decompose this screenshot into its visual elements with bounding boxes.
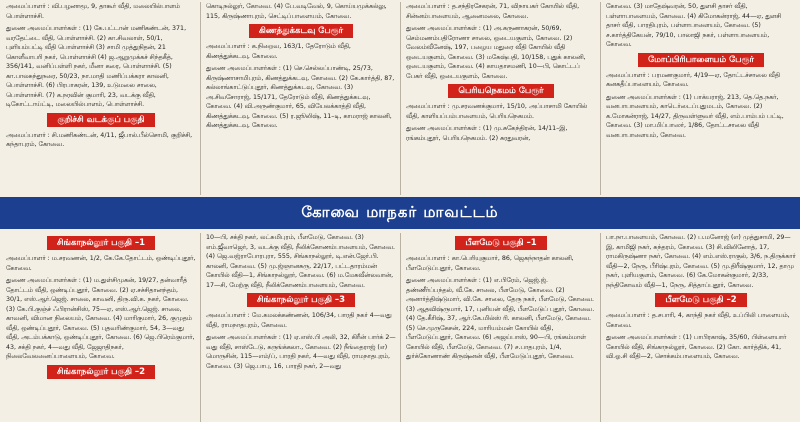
organizer-entry: அமைப்பாளர் : சி.மணிகண்டன், 4/11, ஜீபால்.பீல்சொமி, குறிச்சி, கந்தாபுரம், கோவை. [6,131,193,148]
section-header: பீளமேடு பகுதி –2 [655,293,746,307]
column-divider [600,2,601,195]
deputy-list: 10—பி, சக்தி நகர், லட்சுமிபுரம், பீளமேடு, கோவை. (3) எம்.ஜீவாஜெர், 3, வடக்கு வீதி, நீலிக்கோணம்பாளையம், கோவை. (4) ஜெ.வஜ்ராபோரபுரா, 555, சிங்காநல்லூர், டி.என்.ஜேர்.பி. காலனி, கோவை. (5) மு.ஜ்ஞானசுரு, 22/17, பட்டதாரம்மன் கோயில் வீதி—1, சிங்காநல்லூர், கோவை. (6) ம.மேகவீன்லவான், 17—சி, மேற்கு வீதி, நீலிக்கோணம்பாளையம், கோவை. [206,234,396,289]
organizer-entry: அமைப்பாளர் : த.சபாரி, 4, காந்தி நகர் வீதி, உப்பிலி பாளையம், கோவை. [606,312,790,329]
organizer-entry: அமைப்பாளர் : மே.கமலக்கண்ணன், 106/34, பாரதி நகர் 4—வது வீதி, ராமநாதபுரம், கோவை. [206,312,392,329]
deputy-list: துணை அமைப்பாளர்கள் : (1) எ.பிரேம், ஜெஜ்.ஜ். தண்ணீர்ப்பந்தல், வீ.கே. சாலை, பீளமேடு, கோவை. (2) அனார்த்திஷ்டுமார், வி.கே. சாலை, தேரு நகர், பீளமேடு, கோவை. (3) ஆதவிஷ்ருமார், 17, புனியன் வீதி, பீளமேடுப் புதூர், கோவை. (4) தே.கீரிஷ், 37, ஆர்.கே.மில்ஸ் ரி. காலனி, பீளமேடு, கோவை. (5) செ.முருகேசன், 224, மாரியம்மன் கோயில் வீதி, பீளமேடுப்புதூர், கோவை. (6) அஜய்பாஸ், 90—பி, ரங்கம்மாள் கோயில் வீதி, பீளமேடு, கோவை. (7) ச.பாதபுரம், 1/4, துர்க்கோணாண் கிருஷ்னன் வீதி, பீளமேடுப்புதூர், கோவை. [406,277,595,360]
deputy-list: துணை அமைப்பாளர்கள் : (1) கே.பட்டான் மணிகண்டன், 371, வரதேட்டை வீதி, பொள்ளாச்சி. (2) கா.சிவலாள், 50/1, புளியம்பட்டி வீதி பொள்ளாச்சி (3) சாமி முத்துநிதன், 21 கொளீவாபரி நகர், பொள்ளாச்சி (4) ஜ.ஆறுமுக்கச் சிந்தகீத், 356/141, வனிப்பள்ளி நகர், மீனா கரை, பொள்ளாச்சி. (5) கா.பாலசுந்துநரை, 50/23, நா.மாதி மணிப்பக்கரா காலனி, பொள்ளாச்சி. (6) பிரபாகரன், 139, உடுமலை சாலை, பொள்ளாச்சி. (7) க.நரவின் குமாரி, 23, வடக்கு வீதி, டிகோட்டாய்ட்டி, மலையில்பாளம், பொள்ளாச்சி. [6,25,187,108]
organizer-entry: அமைப்பாளர் : க.நிறைவ, 163/1, தேரோடும் வீதி, கிணத்துக்கடவு, கோவை. [206,43,351,60]
organizer-entry: அமைப்பாளர் : வி.பழனாமூ, 9, தாகூர் வீதி, மலையில்பாளம் பொள்ளாச்சி. [6,3,180,20]
section-header: குறிச்சி வடக்குப் பகுதி [47,113,154,127]
column-divider [200,233,201,422]
section-header: கிணத்துக்கடவு பேரூர் [249,24,353,38]
deputy-list: கொடிநல்லுர், கோவை. (4) பே.வடிவேல், 9, கொய்யமுக்கல்லு, 115, கிருஷ்ணாபுரம், செட்டிப்பாளையம், கோவை. [206,3,387,20]
deputy-list: துணை அமைப்பாளர்கள் : (1) செ.செல்லப்பாண்டி, 25/73, கிருஷ்ணாசாமிபுரம், கிணத்துக்கடவு, கோவை. (2) கே.கார்த்தி, 87, கல்லாங்காட்டுப்புதூர், கிணத்துக்கடவு, கோவை. (3) அ.சிவசோராஜ், 15/171, தேரோடும் வீதி, கிணத்துக்கடவு, கோவை. (4) வி.அருண்குமார், 65, வியேலக்காத்தி வீதி, கிணத்துக்கடவு, கோவை. (5) ர.ஜூலிஷ், 11–டி, காமராஜ் காலனி, கிணத்துக்கடவு, கோவை. [206,65,395,129]
column-divider [200,2,201,195]
section-header: மோப்பிரிபாளையம் பேரூர் [638,53,764,67]
deputy-list: துணை அமைப்பாளர்கள் : (1) மு.சுகேந்திரன், 14/11–இ, ரங்கம்புதூர், பெரியநெகமம். (2) சுரதுவரன், [406,125,568,142]
section-header: பெரியநெகமம் பேரூர் [448,84,553,98]
deputy-list: பா.நா.பாளையம், கோவை. (2) ப.மனோஜ் (எ) முத்துசாமி, 29—இ, காமிஜி நகர், சுந்தரம், கோவை. (3) சி.விலினோத், 17, ராமகிருஷ்ணா நகர், கோவை. (4) எம்.எஸ்.ராகுல், 3/6, ந.திருக்கார் வீதி—2, நேரு, பீரிஷ்புரம், கோவை. (5) மு.திரீஷ்குமார், 12, தாமு நகர், புளியகுளம், கோவை. (6) கே.மோகன்குமார், 2/33, நந்திகோவம் வீதி—1, நேரு, சித்தாப்புதூர், கோவை. [606,234,796,289]
deputy-list: துணை அமைப்பாளர்கள் : (1) அ.கருணாகரன், 50/69, செம்மணம்பதிரோணா சாலை, ஒடையகுளம், கோவை. (2) வேலம்வீனேஷ், 197, பழைய மதுரை வீதி கோயில் வீதி ஒடையகுளம், கோவை. (3) மகேஷ்பதி, 10/158, புதுக் காலனி, ஒடையகுளம், கோவை. (4) காயதாசமணி, 10—பி, கொட்டப் பேகர் வீதி, ஒடையகுளம், கோவை. [406,25,586,80]
section-header: சிங்காநல்லூர் பகுதி –2 [47,365,155,379]
bottom-column-3 [406,233,596,422]
bottom-column-1 [6,233,196,422]
section-header: சிங்காநல்லூர் பகுதி –3 [247,293,355,307]
top-column-1 [6,2,196,195]
deputy-list: துணை அமைப்பாளர்கள் : (1) ஏ.எஸ்.பி அலி, 32, கிரீன் பார்க் 2—வது வீதி, சாஸ்டேடு, கருங்க்கலா., கோவை. (2) நீங்தைராஜ் (எ) மொருசின், 115—எம்/ப், பாரதி நகர், 4—வது வீதி, ராமநாதபுரம், கோவை. (3) ஜெ.பாபு, 16, பாரதி நகர், 2—வது [206,334,396,370]
deputy-list: துணை அமைப்பாளர்கள் : (1) பாக்யராஜ், 213, தெ.தெ.நகர், வனபாபாளையம், காடெர்டைப்புதுமடம், கோவை. (2) க.மோகன்ராஜ், 14/27, திருவள்ளுவர் வீதி, எம்.பாம்பம் பட்டி, கோவை. (3) மா.மிப்பாஸர், 1/86, தோட்டசாலை வீதி வனபாபாளையம், கோவை. [606,93,784,139]
deputy-list: கோவை. (3) மாதேஷ்வரன், 50, துளசி தாசர் வீதி, பள்ளாபாளையம், கோவை. (4) கிமோகன்ராஜ், 44—ஏ, துளசி தாசர் வீதி, பாரதிபுரம், பள்ளாபாளையம், கோவை. (5) ச.கார்த்திகேயன், 79/10, பாலாஜி நகர், பள்ளாபாளையம், கோவை. [606,3,782,48]
column-divider [400,233,401,422]
district-title: கோவை மாநகர் மாவட்டம் [301,203,499,221]
deputy-list: துணை அமைப்பாளர்கள் : (1) பாபிரகாஷ், 35/60, பிள்ளையார் கோயில் வீதி, சிங்காநல்லூர், கோவை. (2) கோ. கார்த்திக், 41, வி.ஓ.சி வீதி—2, சொக்கம்பாளையம், கோவை. [606,334,787,360]
column-divider [600,233,601,422]
bottom-column-2 [206,233,396,422]
deputy-list: துணை அமைப்பாளர்கள் : (1) ம.துள்சிமுகன், 19/27, தன்வாரீத் தோட்டம் வீதி, ஒண்டிப்புதூர், கோவை. (2) ஏ.சச்சிதானந்தம், 30/1, எஸ்.ஆர்.ஜெஜ். சாலை, காவனி, திரு.வி.க. நகர், கோவை. (3) கே.பி.குஞ்ச் ஃபிரான்சிஸ், 75—ஏ, எஸ்.ஆர்.ஜெஜ். சாலை, காவனி, விமான நிலையம், கோவை. (4) மாரிகுமார், 26, குமுதம் வீதி, ஒண்டிப்புதூர், கோவை. (5) புதவரிண்குமார், 54, 3—வது வீதி, அடம்பக்காடு, ஒண்டிப்புதூர், கோவை. (6) ஜெ.பிரெம்குமார், 43, சக்தி நகர், 4—வது வீதி, ஜேஜாதிநகர், நிலைவேலனைப்பாளையம், கோவை. [6,277,195,360]
top-column-2 [206,2,396,195]
top-column-3 [406,2,596,195]
section-header: சிங்காநல்லூர் பகுதி –1 [47,236,155,250]
section-header: பீளமேடு பகுதி –1 [455,236,546,250]
organizer-entry: அமைப்பாளர் : த.சந்திரசேகரன், 71, விநாயகர் கோயில் வீதி, சின்னம்பாளையம், ஆனைமலை, கோவை. [406,3,580,20]
column-divider [400,2,401,195]
bottom-column-4 [606,233,796,422]
organizer-entry: அமைப்பாளர் : பரமணகுமார், 4/19—ஏ, தோட்டச்சாலை வீதி கனகதீப்பாளையம், கோவை. [606,71,780,88]
top-column-4 [606,2,796,195]
organizer-entry: அமைப்பாளர் : மு.சரவணக்குமார், 15/10, அப்பாசாமி கோயில் வீதி, காளியப்பம்பாளையம், பெரியநெகமம். [406,103,588,120]
organizer-entry: அமைப்பாளர் : கா.பெரியுகுமார், 86, ஜெகந்நாதன் காலனி, பீளமேடுப்புதூர், கோவை. [406,255,574,272]
district-banner [0,197,800,229]
organizer-entry: அமைப்பாளர் : ம.சரவணன், 1/2, கே.கே.தோட்டம், ஒண்டிப்புதூர், கோவை. [6,255,196,272]
